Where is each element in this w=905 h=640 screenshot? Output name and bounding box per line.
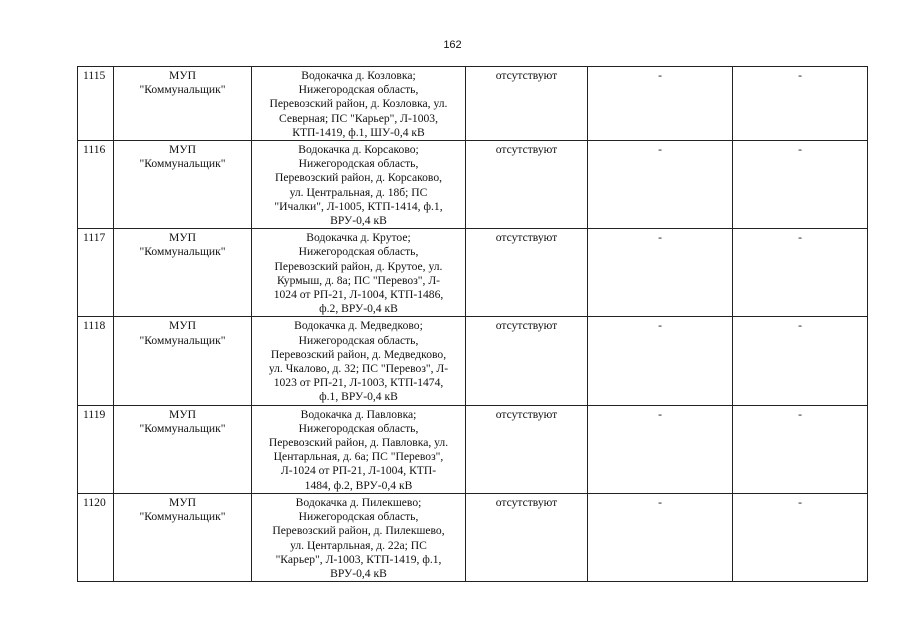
address-line: "Ичалки", Л-1005, КТП-1414, ф.1,	[274, 199, 443, 213]
dash-cell: -	[733, 229, 868, 317]
organization-line: "Коммунальщик"	[139, 83, 226, 97]
organization-line: МУП	[169, 495, 196, 509]
address-cell	[252, 317, 466, 405]
address-line: 1023 от РП-21, Л-1003, КТП-1474,	[273, 376, 444, 390]
organization-line: МУП	[169, 407, 196, 421]
dash-cell: -	[588, 67, 733, 141]
address-line: Северная; ПС "Карьер", Л-1003,	[278, 111, 438, 125]
organization-cell	[114, 67, 252, 141]
address-line: Нижегородская область,	[298, 333, 419, 347]
address-line: Перевозский район, д. Крутое, ул.	[274, 259, 443, 273]
row-number: 1116	[78, 141, 114, 229]
address-line: ВРУ-0,4 кВ	[330, 214, 387, 228]
status-cell: отсутствуют	[466, 141, 588, 229]
dash-cell: -	[733, 141, 868, 229]
address-line: ф.2, ВРУ-0,4 кВ	[319, 302, 398, 316]
address-cell	[252, 67, 466, 141]
status-cell: отсутствуют	[466, 317, 588, 405]
address-line: Водокачка д. Корсаково;	[298, 143, 419, 157]
organization-line: МУП	[169, 319, 196, 333]
dash-cell: -	[733, 67, 868, 141]
address-line: ул. Центральная, д. 18б; ПС	[289, 185, 428, 199]
address-line: Перевозский район, д. Корсаково,	[274, 171, 443, 185]
address-line: ВРУ-0,4 кВ	[330, 566, 387, 580]
row-number: 1120	[78, 493, 114, 581]
organization-line: "Коммунальщик"	[139, 157, 226, 171]
organization-line: "Коммунальщик"	[139, 421, 226, 435]
row-number: 1117	[78, 229, 114, 317]
address-line: Нижегородская область,	[298, 510, 419, 524]
address-line: Нижегородская область,	[298, 83, 419, 97]
organization-line: "Коммунальщик"	[139, 510, 226, 524]
organization-line: "Коммунальщик"	[139, 245, 226, 259]
dash-cell: -	[733, 317, 868, 405]
address-line: "Карьер", Л-1003, КТП-1419, ф.1,	[275, 552, 442, 566]
page-number: 162	[443, 39, 462, 51]
dash-cell: -	[588, 405, 733, 493]
dash-cell: -	[588, 141, 733, 229]
address-cell	[252, 405, 466, 493]
table-row	[78, 141, 868, 229]
address-line: Нижегородская область,	[298, 421, 419, 435]
organization-cell	[114, 493, 252, 581]
registry-table	[77, 66, 868, 582]
address-line: Перевозский район, д. Павловка, ул.	[268, 436, 449, 450]
status-cell: отсутствуют	[466, 229, 588, 317]
address-line: Центарльная, д. 6а; ПС "Перевоз",	[273, 450, 444, 464]
table-row	[78, 317, 868, 405]
row-number: 1115	[78, 67, 114, 141]
table-row	[78, 229, 868, 317]
organization-line: МУП	[169, 69, 196, 82]
address-line: Л-1024 от РП-21, Л-1004, КТП-	[280, 464, 437, 478]
dash-cell: -	[588, 229, 733, 317]
address-line: Водокачка д. Пилекшево;	[295, 495, 422, 509]
address-cell	[252, 493, 466, 581]
address-line: Водокачка д. Медведково;	[294, 319, 423, 333]
dash-cell: -	[733, 493, 868, 581]
row-number: 1118	[78, 317, 114, 405]
organization-cell	[114, 229, 252, 317]
organization-cell	[114, 317, 252, 405]
row-number: 1119	[78, 405, 114, 493]
organization-line: "Коммунальщик"	[139, 333, 226, 347]
address-line: Нижегородская область,	[298, 245, 419, 259]
address-line: Перевозский район, д. Козловка, ул.	[269, 97, 448, 111]
organization-cell	[114, 141, 252, 229]
status-cell: отсутствуют	[466, 405, 588, 493]
address-line: Курмыш, д. 8а; ПС "Перевоз", Л-	[276, 273, 441, 287]
organization-line: МУП	[169, 143, 196, 157]
address-line: ул. Чкалово, д. 32; ПС "Перевоз", Л-	[268, 362, 449, 376]
address-line: Перевозский район, д. Медведково,	[270, 347, 447, 361]
address-line: Перевозский район, д. Пилекшево,	[272, 524, 445, 538]
status-cell: отсутствуют	[466, 67, 588, 141]
address-line: 1024 от РП-21, Л-1004, КТП-1486,	[273, 288, 444, 302]
organization-line: МУП	[169, 231, 196, 245]
status-cell: отсутствуют	[466, 493, 588, 581]
table-row	[78, 405, 868, 493]
table-row	[78, 67, 868, 141]
dash-cell: -	[588, 317, 733, 405]
organization-cell	[114, 405, 252, 493]
address-line: ул. Центарльная, д. 22а; ПС	[290, 538, 427, 552]
dash-cell: -	[588, 493, 733, 581]
table-row	[78, 493, 868, 581]
address-line: Водокачка д. Павловка;	[300, 407, 417, 421]
address-cell	[252, 141, 466, 229]
address-line: КТП-1419, ф.1, ШУ-0,4 кВ	[292, 125, 425, 139]
address-cell	[252, 229, 466, 317]
address-line: 1484, ф.2, ВРУ-0,4 кВ	[304, 478, 413, 492]
address-line: ф.1, ВРУ-0,4 кВ	[319, 390, 398, 404]
address-line: Водокачка д. Козловка;	[301, 69, 416, 82]
dash-cell: -	[733, 405, 868, 493]
address-line: Водокачка д. Крутое;	[306, 231, 411, 245]
address-line: Нижегородская область,	[298, 157, 419, 171]
table-body	[78, 67, 868, 582]
